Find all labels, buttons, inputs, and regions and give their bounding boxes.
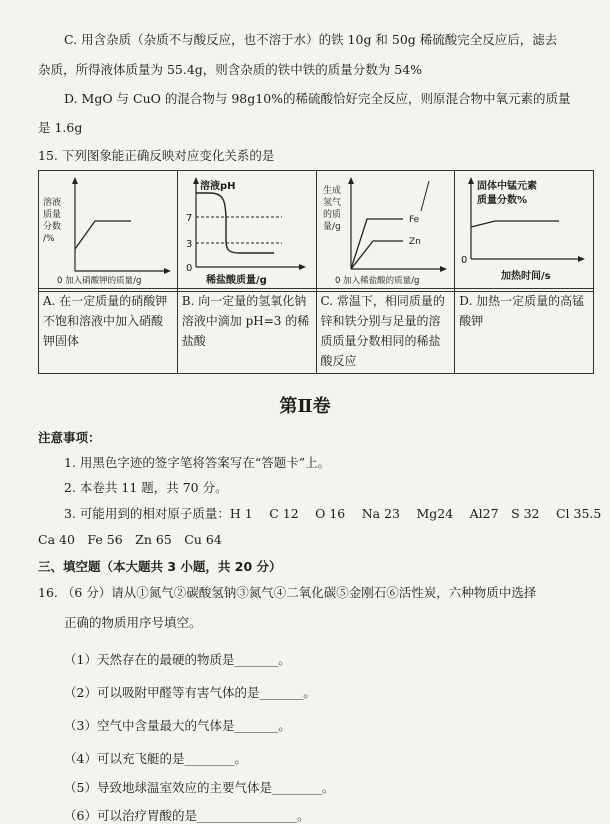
atoms-line-2: Ca 40 Fe 56 Zn 65 Cu 64 <box>38 532 222 547</box>
option-c[interactable]: C. 常温下，相同质量的锌和铁分别与足量的溶质质量分数相同的稀盐酸反应 <box>316 289 455 374</box>
graph-c-ylabel-1: 生成 <box>322 186 341 196</box>
graph-row <box>38 170 594 292</box>
graph-a-ylabel-4: /% <box>43 234 55 244</box>
graph-a-xlabel: 0 加入硝酸钾的质量/g <box>57 276 142 286</box>
graph-b-xlabel: 稀盐酸质量/g <box>205 275 267 286</box>
note-2: 2. 本卷共 11 题，共 70 分。 <box>64 480 228 495</box>
notes-heading: 注意事项： <box>38 430 101 445</box>
part-3-heading: 三、填空题（本大题共 3 小题，共 20 分） <box>38 559 282 574</box>
subquestion-6: （6）可以治疗胃酸的是________________。 <box>64 808 310 823</box>
options-table <box>38 288 594 374</box>
note-1: 1. 用黑色字迹的签字笔将答案写在“答题卡”上。 <box>64 455 331 470</box>
option-c-line2: 杂质，所得液体质量为 55.4g，则含杂质的铁中铁的质量分数为 54% <box>38 62 423 77</box>
graph-d-ylabel-2: 质量分数% <box>477 195 528 206</box>
graph-c-ylabel-4: 量/g <box>322 222 341 232</box>
option-d[interactable]: D. 加热一定质量的高锰酸钾 <box>455 289 594 374</box>
note-3: 3. 可能用到的相对原子质量：H 1 C 12 O 16 Na 23 Mg24 Al27 S 32 Cl 35.5 <box>64 506 602 521</box>
option-d-line1: D. MgO 与 CuO 的混合物与 98g10%的稀硫酸恰好完全反应，则原混合物中氧元素的质量 <box>64 91 571 106</box>
option-a[interactable]: A. 在一定质量的硝酸钾不饱和溶液中加入硝酸钾固体 <box>39 289 178 374</box>
graph-a-cell <box>39 171 178 292</box>
option-b[interactable]: B. 向一定量的氢氧化钠溶液中滴加 pH=3 的稀盐酸 <box>177 289 316 374</box>
graph-c-series-fe: Fe <box>408 215 419 225</box>
graph-d-origin: 0 <box>461 255 468 266</box>
graph-b-ylabel: 溶液pH <box>199 181 236 192</box>
graph-c-xlabel: 0 加入稀盐酸的质量/g <box>334 276 419 286</box>
graph-c-ylabel-3: 的质 <box>322 210 341 220</box>
graph-b-tick-0: 0 <box>185 263 193 274</box>
graph-a-ylabel-2: 质量 <box>43 210 62 220</box>
subquestion-4: （4）可以充飞艇的是________。 <box>64 751 247 766</box>
graph-d <box>455 171 593 287</box>
graph-d-xlabel: 加热时间/s <box>501 271 551 282</box>
graph-b-tick-7: 7 <box>185 213 193 224</box>
graph-a-ylabel-3: 分数 <box>43 222 62 232</box>
graph-b-cell <box>177 171 316 292</box>
subquestion-1: （1）天然存在的最硬的物质是_______。 <box>64 652 291 667</box>
graph-c-ylabel-2: 氢气 <box>322 198 341 208</box>
question-16-line1: 16. （6 分）请从①氮气②碳酸氢钠③氮气④二氧化碳⑤金刚石⑥活性炭，六种物质中选择 <box>38 585 537 600</box>
question-16-line2: 正确的物质用序号填空。 <box>64 615 202 630</box>
question-15: 15. 下列图象能正确反映对应变化关系的是 <box>38 148 275 163</box>
graph-c-series-zn: Zn <box>408 237 421 247</box>
option-d-line2: 是 1.6g <box>38 120 83 135</box>
graph-c-cell <box>316 171 455 292</box>
graph-d-cell <box>455 171 594 292</box>
subquestion-2: （2）可以吸附甲醛等有害气体的是_______。 <box>64 685 316 700</box>
graph-a <box>39 171 177 287</box>
graph-b <box>178 171 316 287</box>
subquestion-3: （3）空气中含量最大的气体是_______。 <box>64 718 291 733</box>
graph-a-ylabel-1: 溶液 <box>43 198 62 208</box>
graph-b-tick-3: 3 <box>185 239 193 250</box>
graph-d-ylabel-1: 固体中锰元素 <box>477 181 538 192</box>
subquestion-5: （5）导致地球温室效应的主要气体是________。 <box>64 780 335 795</box>
section-title: 第Ⅱ卷 <box>279 396 331 417</box>
option-c-line1: C. 用含杂质（杂质不与酸反应，也不溶于水）的铁 10g 和 50g 稀硫酸完全反应后，滤去 <box>64 32 558 47</box>
graph-c <box>317 171 455 287</box>
